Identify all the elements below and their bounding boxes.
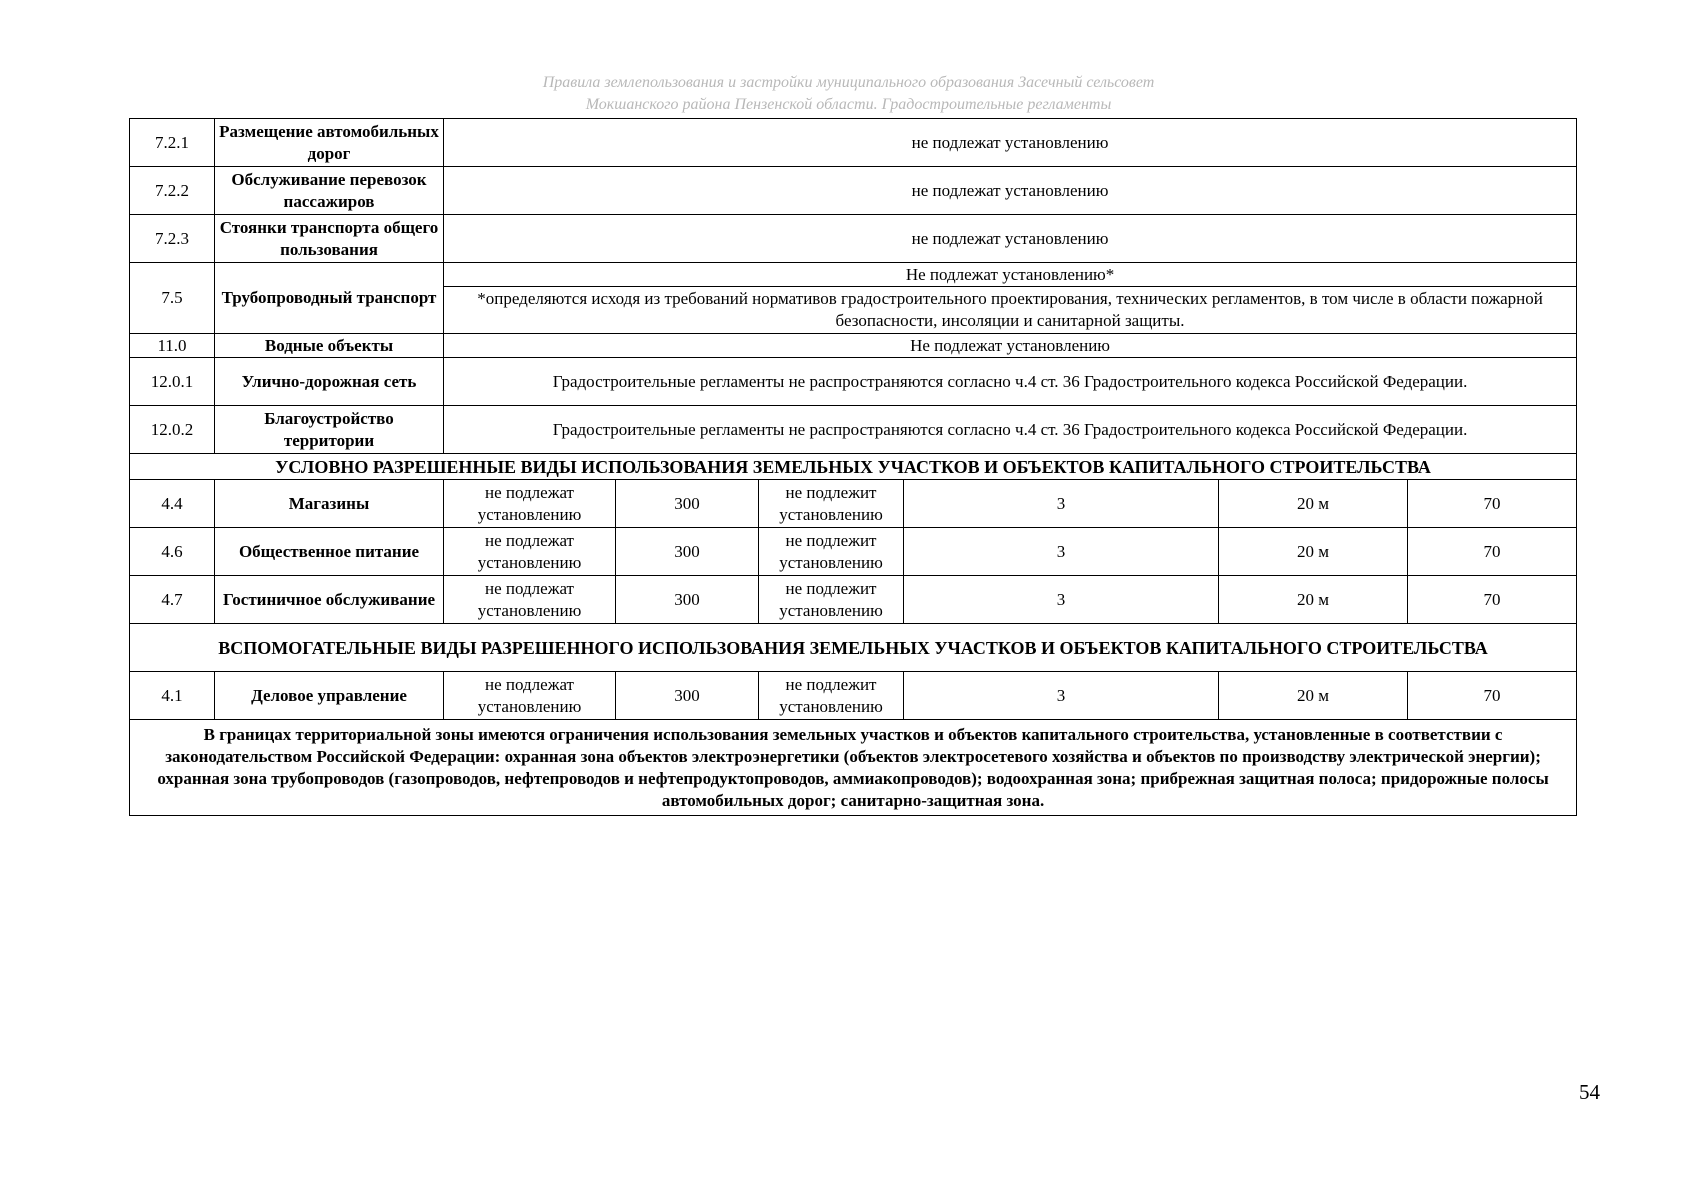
value-cell: Градостроительные регламенты не распространяются согласно ч.4 ст. 36 Градостроительного кодекса Российской Федерации. xyxy=(444,406,1577,454)
param-cell: 300 xyxy=(616,528,759,576)
param-cell: 70 xyxy=(1408,672,1577,720)
use-name-cell: Обслуживание перевозок пассажиров xyxy=(215,167,444,215)
section-heading-row xyxy=(130,454,1577,480)
table-row xyxy=(130,334,1577,358)
table-row xyxy=(130,358,1577,406)
use-name-cell: Стоянки транспорта общего пользования xyxy=(215,215,444,263)
restrictions-note: В границах территориальной зоны имеются ограничения использования земельных участков и объектов капитального строительства, установленные в соответствии с законодательством Российской Федерации: охранная зона объектов электроэнергетики (объектов электросетевого хозяйства и объектов по производству электрической энергии); охранная зона трубопроводов (газопроводов, нефтепроводов и нефтепродуктопроводов, аммиакопроводов); водоохранная зона; прибрежная защитная полоса; придорожные полосы автомобильных дорог; санитарно-защитная зона. xyxy=(130,720,1577,816)
running-header xyxy=(0,72,1697,116)
use-name-cell: Благоустройство территории xyxy=(215,406,444,454)
use-name-cell: Магазины xyxy=(215,480,444,528)
param-cell: не подлежат установлению xyxy=(444,480,616,528)
value-cell: не подлежат установлению xyxy=(444,215,1577,263)
code-cell: 4.6 xyxy=(130,528,215,576)
table-row xyxy=(130,215,1577,263)
use-name-cell: Деловое управление xyxy=(215,672,444,720)
regulations-table xyxy=(129,118,1577,816)
param-cell: 20 м xyxy=(1219,672,1408,720)
note-cell: *определяются исходя из требований нормативов градостроительного проектирования, технических регламентов, в том числе в области пожарной безопасности, инсоляции и санитарной защиты. xyxy=(444,287,1577,334)
use-name-cell: Размещение автомобильных дорог xyxy=(215,119,444,167)
param-cell: 300 xyxy=(616,480,759,528)
code-cell: 7.2.2 xyxy=(130,167,215,215)
page-number: 54 xyxy=(1579,1080,1600,1104)
code-cell: 7.5 xyxy=(130,263,215,334)
code-cell: 7.2.3 xyxy=(130,215,215,263)
param-cell: 300 xyxy=(616,576,759,624)
use-name-cell: Водные объекты xyxy=(215,334,444,358)
code-cell: 4.7 xyxy=(130,576,215,624)
param-cell: не подлежит установлению xyxy=(759,672,904,720)
code-cell: 4.1 xyxy=(130,672,215,720)
section-heading-row xyxy=(130,624,1577,672)
table-row xyxy=(130,167,1577,215)
param-cell: 300 xyxy=(616,672,759,720)
param-cell: не подлежат установлению xyxy=(444,528,616,576)
table-row xyxy=(130,263,1577,287)
param-cell: 3 xyxy=(904,576,1219,624)
use-name-cell: Трубопроводный транспорт xyxy=(215,263,444,334)
table-row xyxy=(130,672,1577,720)
value-cell: Градостроительные регламенты не распространяются согласно ч.4 ст. 36 Градостроительного кодекса Российской Федерации. xyxy=(444,358,1577,406)
code-cell: 4.4 xyxy=(130,480,215,528)
param-cell: 3 xyxy=(904,528,1219,576)
table-row xyxy=(130,119,1577,167)
value-cell: Не подлежат установлению xyxy=(444,334,1577,358)
param-cell: не подлежит установлению xyxy=(759,576,904,624)
param-cell: не подлежит установлению xyxy=(759,528,904,576)
code-cell: 7.2.1 xyxy=(130,119,215,167)
param-cell: 20 м xyxy=(1219,576,1408,624)
use-name-cell: Общественное питание xyxy=(215,528,444,576)
header-line-2: Мокшанского района Пензенской области. Градостроительные регламенты xyxy=(585,96,1112,113)
table-row xyxy=(130,406,1577,454)
section-heading: ВСПОМОГАТЕЛЬНЫЕ ВИДЫ РАЗРЕШЕННОГО ИСПОЛЬЗОВАНИЯ ЗЕМЕЛЬНЫХ УЧАСТКОВ И ОБЪЕКТОВ КАПИТАЛЬНОГО СТРОИТЕЛЬСТВА xyxy=(130,624,1577,672)
section-heading: УСЛОВНО РАЗРЕШЕННЫЕ ВИДЫ ИСПОЛЬЗОВАНИЯ ЗЕМЕЛЬНЫХ УЧАСТКОВ И ОБЪЕКТОВ КАПИТАЛЬНОГО СТРОИТЕЛЬСТВА xyxy=(130,454,1577,480)
param-cell: 3 xyxy=(904,480,1219,528)
use-name-cell: Гостиничное обслуживание xyxy=(215,576,444,624)
param-cell: 20 м xyxy=(1219,528,1408,576)
value-cell: Не подлежат установлению* xyxy=(444,263,1577,287)
table-row xyxy=(130,480,1577,528)
param-cell: 70 xyxy=(1408,480,1577,528)
param-cell: не подлежат установлению xyxy=(444,576,616,624)
code-cell: 11.0 xyxy=(130,334,215,358)
table-row xyxy=(130,528,1577,576)
param-cell: 70 xyxy=(1408,576,1577,624)
param-cell: 70 xyxy=(1408,528,1577,576)
code-cell: 12.0.2 xyxy=(130,406,215,454)
table-row xyxy=(130,576,1577,624)
value-cell: не подлежат установлению xyxy=(444,167,1577,215)
param-cell: 3 xyxy=(904,672,1219,720)
use-name-cell: Улично-дорожная сеть xyxy=(215,358,444,406)
code-cell: 12.0.1 xyxy=(130,358,215,406)
param-cell: не подлежат установлению xyxy=(444,672,616,720)
param-cell: не подлежит установлению xyxy=(759,480,904,528)
restrictions-row xyxy=(130,720,1577,816)
param-cell: 20 м xyxy=(1219,480,1408,528)
header-line-1: Правила землепользования и застройки муниципального образования Засечный сельсовет xyxy=(542,74,1155,91)
value-cell: не подлежат установлению xyxy=(444,119,1577,167)
